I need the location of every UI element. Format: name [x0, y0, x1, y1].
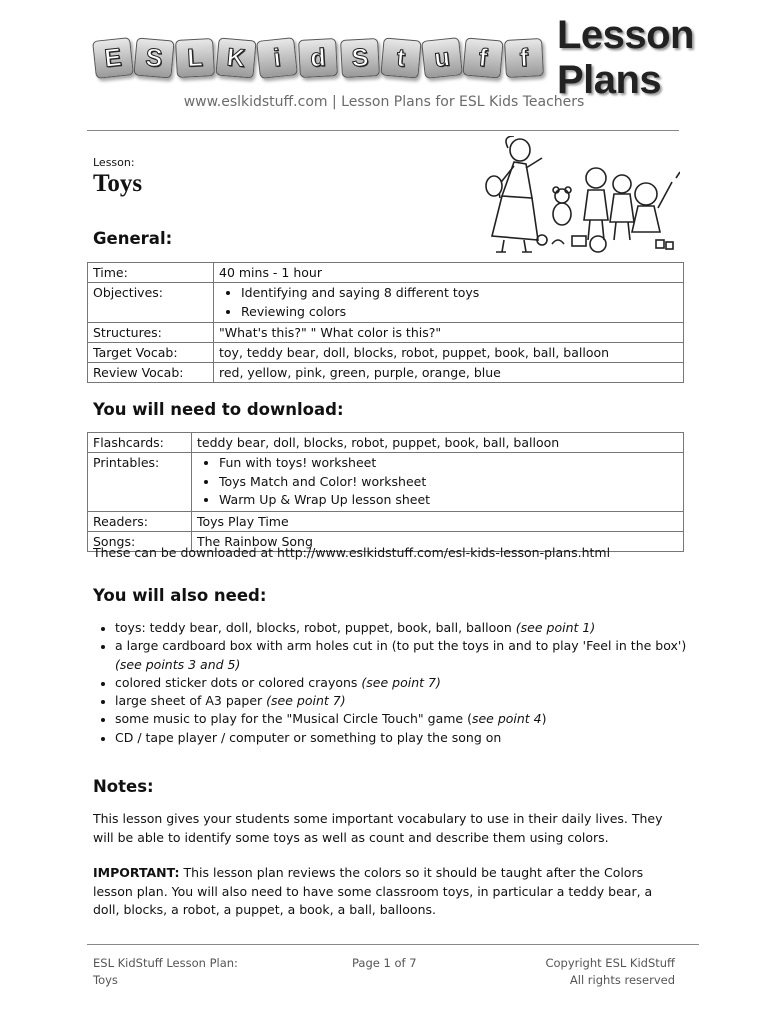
- list-item: • CD / tape player / computer or something to play the song on: [115, 729, 705, 747]
- table-row: [88, 323, 684, 343]
- table-row: [88, 511, 684, 531]
- row-value: teddy bear, doll, blocks, robot, puppet, book, ball, balloon: [192, 433, 684, 453]
- download-note: These can be downloaded at http://www.eslkidstuff.com/esl-kids-lesson-plans.html: [93, 545, 611, 560]
- row-label: Structures:: [88, 323, 214, 343]
- footer-right: Copyright ESL KidStuff All rights reserved: [545, 956, 675, 987]
- general-heading: General:: [93, 229, 173, 248]
- list-item: • Warm Up & Wrap Up lesson sheet: [219, 491, 678, 510]
- download-table: [87, 432, 684, 552]
- logo-block: L: [175, 38, 215, 78]
- notes-paragraph-2: IMPORTANT: This lesson plan reviews the colors so it should be taught after the Colors lesson plan. You will also need to have some classroom toys, in particular a teddy bear, a doll, blocks, a robot, a puppet, a book, a ball, balloons.: [93, 865, 653, 917]
- logo-block: K: [216, 37, 257, 78]
- lesson-title: Toys: [93, 170, 143, 197]
- important-label: IMPORTANT:: [93, 865, 180, 880]
- notes-heading: Notes:: [93, 777, 154, 796]
- point-reference: (see point 7): [266, 693, 346, 709]
- logo-block: S: [133, 37, 174, 78]
- logo-blocks-kid: [217, 39, 337, 77]
- list-item: • colored sticker dots or colored crayons (see point 7): [115, 674, 705, 692]
- logo-block: t: [380, 37, 421, 78]
- list-item: • Fun with toys! worksheet: [219, 454, 678, 473]
- row-label: Printables:: [88, 453, 192, 512]
- general-table: [87, 262, 684, 383]
- row-label: Readers:: [88, 511, 192, 531]
- footer-left: ESL KidStuff Lesson Plan: Toys: [93, 956, 238, 987]
- list-item: • a large cardboard box with arm holes cut in (to put the toys in and to play 'Feel in the box') (see points 3 and 5): [115, 637, 705, 674]
- table-row: [88, 263, 684, 283]
- logo-block: u: [421, 37, 463, 79]
- point-reference: (see point 7): [361, 674, 441, 690]
- list-item: • large sheet of A3 paper (see point 7): [115, 692, 705, 710]
- table-row: [88, 453, 684, 512]
- lesson-label: Lesson:: [93, 156, 135, 169]
- notes-paragraph-1: This lesson gives your students some important vocabulary to use in their daily lives. They will be able to identify some toys as well as count and describe them using colors.: [93, 811, 663, 845]
- point-reference: see point 4: [471, 711, 542, 727]
- table-row: [88, 343, 684, 363]
- logo-block: f: [462, 37, 503, 78]
- also-need-heading: You will also need:: [93, 586, 267, 605]
- logo-blocks-stuff: [341, 39, 543, 77]
- logo-block: i: [257, 37, 299, 79]
- row-value: [214, 283, 684, 323]
- table-row: [88, 363, 684, 383]
- list-item: • Reviewing colors: [241, 303, 678, 322]
- list-item: • Identifying and saying 8 different toys: [241, 284, 678, 303]
- row-label: Songs:: [88, 531, 192, 551]
- footer-divider: [87, 944, 699, 945]
- row-value: toy, teddy bear, doll, blocks, robot, puppet, book, ball, balloon: [214, 343, 684, 363]
- download-heading: You will need to download:: [93, 400, 344, 419]
- row-value: "What's this?" " What color is this?": [214, 323, 684, 343]
- table-row: [88, 433, 684, 453]
- row-value: red, yellow, pink, green, purple, orange, blue: [214, 363, 684, 383]
- teacher-with-kids-icon: [480, 136, 680, 256]
- logo-block: f: [504, 38, 544, 78]
- header-divider: [87, 130, 679, 131]
- table-row: [88, 283, 684, 323]
- row-label: Target Vocab:: [88, 343, 214, 363]
- row-value: 40 mins - 1 hour: [214, 263, 684, 283]
- logo-block: d: [299, 38, 339, 78]
- row-value: Toys Play Time: [192, 511, 684, 531]
- row-label: Flashcards:: [88, 433, 192, 453]
- logo-block: E: [92, 37, 134, 79]
- row-label: Time:: [88, 263, 214, 283]
- list-item: • toys: teddy bear, doll, blocks, robot, puppet, book, ball, balloon (see point 1): [115, 619, 705, 637]
- point-reference: (see points 3 and 5): [115, 656, 241, 672]
- row-value: The Rainbow Song: [192, 531, 684, 551]
- row-label: Review Vocab:: [88, 363, 214, 383]
- logo-lesson-plans-text: Lesson Plans: [556, 13, 694, 102]
- logo-blocks-esl: [94, 39, 214, 77]
- list-item: • some music to play for the "Musical Circle Touch" game (see point 4): [115, 710, 705, 728]
- row-label: Objectives:: [88, 283, 214, 323]
- row-value: [192, 453, 684, 512]
- also-need-list: [93, 619, 705, 747]
- tagline: www.eslkidstuff.com | Lesson Plans for ESL Kids Teachers: [183, 94, 585, 110]
- list-item: • Toys Match and Color! worksheet: [219, 473, 678, 492]
- footer-page-number: Page 1 of 7: [352, 956, 417, 970]
- point-reference: (see point 1): [515, 620, 596, 635]
- logo-block: S: [340, 38, 380, 78]
